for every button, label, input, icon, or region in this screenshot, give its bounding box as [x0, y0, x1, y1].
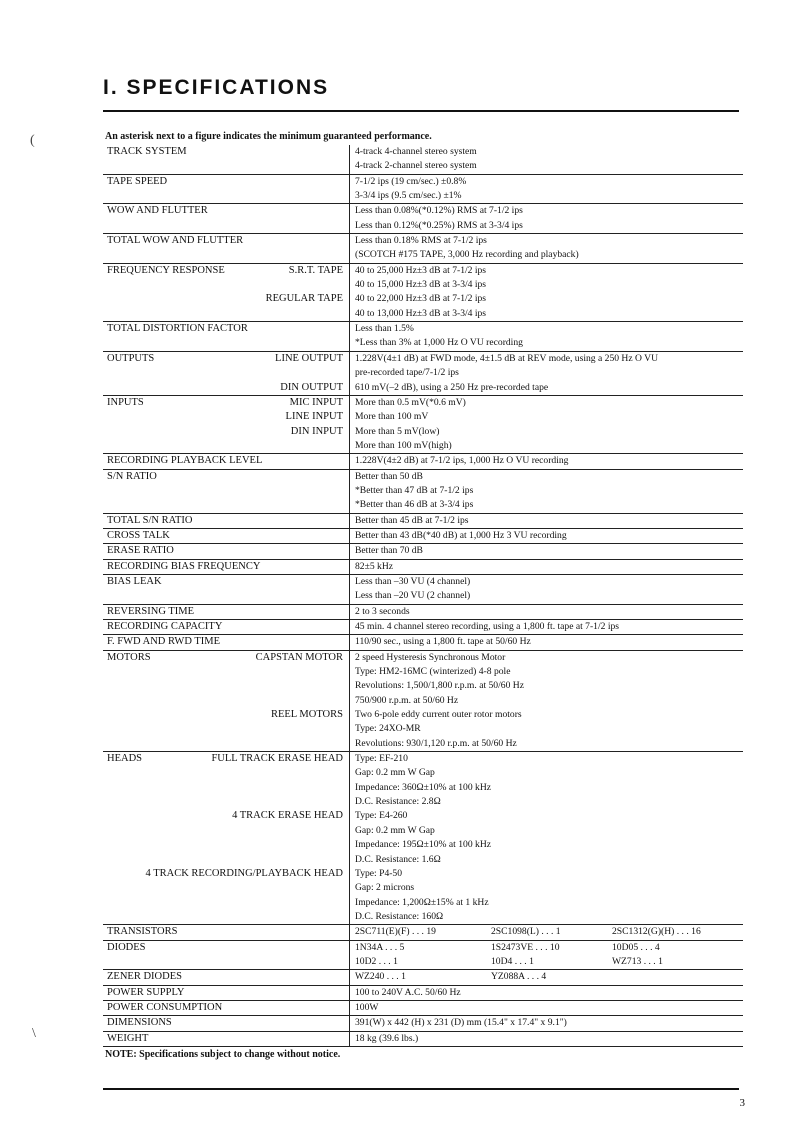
spec-column-value: 1N34A . . . 5 [355, 941, 405, 953]
spec-value: Impedance: 195Ω±10% at 100 kHz [355, 839, 492, 851]
spec-value-cell [349, 544, 743, 558]
spec-row [103, 544, 743, 559]
spec-value: 4-track 2-channel stereo system [355, 160, 477, 172]
spec-row [103, 752, 743, 925]
spec-value-cell [349, 1001, 743, 1015]
spec-label: WOW AND FLUTTER [107, 205, 208, 217]
spec-column-value: WZ713 . . . 1 [612, 955, 663, 967]
spec-value-cell [349, 396, 743, 453]
spec-sublabel: REEL MOTORS [270, 709, 343, 721]
spec-label: BIAS LEAK [107, 575, 162, 587]
spec-row [103, 1032, 743, 1047]
spec-value: Two 6-pole eddy current outer rotor motors [355, 709, 522, 721]
spec-value: Better than 45 dB at 7-1/2 ips [355, 514, 469, 526]
spec-row [103, 560, 743, 575]
footer-note: NOTE: Specifications subject to change without notice. [105, 1049, 341, 1060]
spec-row [103, 470, 743, 514]
spec-label-cell [103, 145, 349, 174]
spec-row [103, 986, 743, 1001]
spec-value: Gap: 2 microns [355, 882, 415, 894]
spec-value: Less than 0.08%(*0.12%) RMS at 7-1/2 ips [355, 205, 523, 217]
spec-value: 100W [355, 1001, 379, 1013]
spec-value-cell [349, 514, 743, 528]
spec-column-line [355, 941, 743, 955]
spec-label-cell [103, 396, 349, 453]
spec-label: TOTAL S/N RATIO [107, 514, 193, 526]
page-title: I. SPECIFICATIONS [103, 76, 330, 99]
spec-label-cell [103, 1016, 349, 1030]
footer-rule [103, 1088, 739, 1090]
spec-value-cell [349, 575, 743, 604]
spec-label: WEIGHT [107, 1032, 149, 1044]
spec-sublabel: 4 TRACK RECORDING/PLAYBACK HEAD [145, 867, 343, 879]
spec-value: 40 to 25,000 Hz±3 dB at 7-1/2 ips [355, 264, 487, 276]
spec-value: *Better than 47 dB at 7-1/2 ips [355, 484, 474, 496]
spec-value: Impedance: 1,200Ω±15% at 1 kHz [355, 896, 489, 908]
margin-mark: ( [30, 133, 35, 148]
spec-value: 45 min. 4 channel stereo recording, using a 1,800 ft. tape at 7-1/2 ips [355, 621, 620, 632]
spec-label-cell [103, 264, 349, 321]
spec-row [103, 635, 743, 650]
spec-label-cell [103, 605, 349, 619]
spec-value: 110/90 sec., using a 1,800 ft. tape at 50/60 Hz [355, 636, 531, 648]
spec-value: Gap: 0.2 mm W Gap [355, 824, 435, 836]
spec-sublabel: FULL TRACK ERASE HEAD [211, 753, 343, 765]
spec-value: 2 speed Hysteresis Synchronous Motor [355, 651, 506, 663]
spec-sublabel: 4 TRACK ERASE HEAD [232, 810, 343, 822]
spec-value: 391(W) x 442 (H) x 231 (D) mm (15.4" x 17.4" x 9.1") [355, 1017, 567, 1029]
spec-row [103, 454, 743, 469]
spec-row [103, 234, 743, 264]
spec-value-cell [349, 986, 743, 1000]
spec-value: D.C. Resistance: 1.6Ω [355, 853, 441, 865]
spec-sublabel: REGULAR TAPE [265, 293, 343, 305]
spec-column-value: 10D2 . . . 1 [355, 955, 398, 967]
spec-label: OUTPUTS [107, 352, 155, 364]
spec-value: 40 to 15,000 Hz±3 dB at 3-3/4 ips [355, 279, 487, 291]
spec-value: 610 mV(–2 dB), using a 250 Hz pre-recorded tape [355, 381, 549, 393]
spec-value: 1.228V(4±1 dB) at FWD mode, 4±1.5 dB at REV mode, using a 250 Hz O VU [355, 352, 659, 364]
spec-row [103, 529, 743, 544]
spec-label-cell [103, 175, 349, 204]
spec-label-cell [103, 560, 349, 574]
spec-value: 40 to 13,000 Hz±3 dB at 3-3/4 ips [355, 307, 487, 319]
spec-value: More than 5 mV(low) [355, 425, 440, 437]
spec-value-cell [349, 204, 743, 233]
spec-value-cell [349, 1016, 743, 1030]
spec-label-cell [103, 925, 349, 939]
spec-value-cell [349, 635, 743, 649]
spec-value-cell [349, 264, 743, 321]
spec-value-cell [349, 234, 743, 263]
spec-value: Revolutions: 1,500/1,800 r.p.m. at 50/60 Hz [355, 680, 524, 692]
spec-value: 750/900 r.p.m. at 50/60 Hz [355, 694, 459, 706]
spec-column-line [355, 970, 743, 984]
spec-value: Type: 24XO-MR [355, 723, 421, 735]
spec-label: F. FWD AND RWD TIME [107, 636, 221, 648]
spec-value: Impedance: 360Ω±10% at 100 kHz [355, 781, 492, 793]
spec-value-cell [349, 941, 743, 970]
spec-sublabel: LINE INPUT [285, 411, 343, 423]
spec-value: Better than 50 dB [355, 470, 423, 482]
spec-label-cell [103, 234, 349, 263]
spec-label-cell [103, 970, 349, 984]
spec-label: RECORDING CAPACITY [107, 621, 223, 632]
spec-value: 18 kg (39.6 lbs.) [355, 1032, 419, 1044]
spec-value-cell [349, 560, 743, 574]
spec-column-line [355, 955, 743, 969]
spec-column-value: 2SC1312(G)(H) . . . 16 [612, 926, 701, 938]
spec-sublabel: DIN INPUT [290, 425, 343, 437]
spec-label-cell [103, 514, 349, 528]
spec-label: INPUTS [107, 396, 144, 408]
spec-column-value: 1S2473VE . . . 10 [491, 941, 560, 953]
spec-value: Revolutions: 930/1,120 r.p.m. at 50/60 Hz [355, 737, 517, 749]
spec-row [103, 1001, 743, 1016]
spec-value-cell [349, 352, 743, 395]
spec-label-cell [103, 752, 349, 924]
spec-value-cell [349, 605, 743, 619]
spec-value: *Less than 3% at 1,000 Hz O VU recording [355, 337, 523, 349]
spec-value: More than 100 mV(high) [355, 439, 452, 451]
spec-label-cell [103, 986, 349, 1000]
spec-row [103, 651, 743, 752]
spec-row [103, 941, 743, 971]
asterisk-note: An asterisk next to a figure indicates the minimum guaranteed performance. [105, 131, 432, 142]
spec-label: ERASE RATIO [107, 545, 174, 557]
spec-value: Less than 0.18% RMS at 7-1/2 ips [355, 235, 487, 247]
spec-column-value: YZ088A . . . 4 [491, 971, 547, 983]
spec-row [103, 396, 743, 454]
spec-label: DIMENSIONS [107, 1017, 172, 1029]
spec-value: More than 100 mV [355, 411, 429, 423]
spec-value: Type: EF-210 [355, 753, 408, 765]
spec-label: DIODES [107, 941, 146, 953]
spec-value: Type: HM2-16MC (winterized) 4-8 pole [355, 666, 511, 678]
spec-label-cell [103, 352, 349, 395]
spec-column-line [355, 925, 743, 939]
spec-column-value: 10D05 . . . 4 [612, 941, 660, 953]
spec-label-cell [103, 1032, 349, 1046]
page-number: 3 [739, 1097, 745, 1109]
spec-value: pre-recorded tape/7-1/2 ips [355, 367, 459, 379]
spec-label: RECORDING PLAYBACK LEVEL [107, 455, 263, 467]
spec-sublabel: MIC INPUT [289, 396, 343, 408]
spec-row [103, 1016, 743, 1031]
spec-value: Type: P4-50 [355, 867, 403, 879]
spec-value-cell [349, 175, 743, 204]
spec-label-cell [103, 529, 349, 543]
spec-label: TOTAL DISTORTION FACTOR [107, 323, 248, 335]
spec-value-cell [349, 529, 743, 543]
spec-label: ZENER DIODES [107, 971, 182, 983]
spec-row [103, 175, 743, 205]
spec-value-cell [349, 470, 743, 513]
spec-column-value: WZ240 . . . 1 [355, 971, 406, 983]
spec-label-cell [103, 454, 349, 468]
spec-label-cell [103, 470, 349, 513]
spec-row [103, 352, 743, 396]
spec-label-cell [103, 620, 349, 634]
spec-value: Less than –20 VU (2 channel) [355, 590, 471, 602]
spec-value: Less than –30 VU (4 channel) [355, 575, 471, 587]
spec-value-cell [349, 970, 743, 984]
spec-value-cell [349, 620, 743, 634]
spec-value: 100 to 240V A.C. 50/60 Hz [355, 986, 461, 998]
spec-column-value: 2SC1098(L) . . . 1 [491, 926, 561, 938]
spec-row [103, 514, 743, 529]
spec-value-cell [349, 651, 743, 751]
spec-label: TRANSISTORS [107, 926, 178, 938]
spec-row [103, 322, 743, 352]
spec-value: *Better than 46 dB at 3-3/4 ips [355, 499, 474, 511]
spec-label-cell [103, 635, 349, 649]
spec-label: MOTORS [107, 651, 151, 663]
spec-value-cell [349, 454, 743, 468]
spec-value: (SCOTCH #175 TAPE, 3,000 Hz recording and playback) [355, 249, 579, 261]
spec-row [103, 620, 743, 635]
spec-column-value: 2SC711(E)(F) . . . 19 [355, 926, 436, 938]
spec-label-cell [103, 204, 349, 233]
spec-label: POWER CONSUMPTION [107, 1001, 223, 1013]
spec-value: 2 to 3 seconds [355, 605, 410, 617]
spec-value-cell [349, 752, 743, 924]
spec-label: TAPE SPEED [107, 175, 168, 187]
spec-label: FREQUENCY RESPONSE [107, 264, 225, 276]
spec-sublabel: DIN OUTPUT [280, 381, 343, 393]
spec-label: TRACK SYSTEM [107, 146, 187, 157]
spec-value: Gap: 0.2 mm W Gap [355, 767, 435, 779]
spec-value: 4-track 4-channel stereo system [355, 146, 477, 157]
spec-table [103, 145, 743, 1047]
spec-label-cell [103, 941, 349, 970]
spec-sublabel: LINE OUTPUT [275, 352, 343, 364]
spec-value: Type: E4-260 [355, 810, 408, 822]
spec-label-cell [103, 322, 349, 351]
spec-value: 40 to 22,000 Hz±3 dB at 7-1/2 ips [355, 293, 487, 305]
spec-label: TOTAL WOW AND FLUTTER [107, 235, 244, 247]
spec-value: 1.228V(4±2 dB) at 7-1/2 ips, 1,000 Hz O VU recording [355, 455, 569, 467]
spec-label: CROSS TALK [107, 529, 170, 541]
spec-value: 82±5 kHz [355, 560, 394, 572]
spec-label-cell [103, 544, 349, 558]
spec-label: S/N RATIO [107, 470, 157, 482]
spec-value: Less than 1.5% [355, 323, 414, 335]
spec-row [103, 605, 743, 620]
spec-value: Better than 70 dB [355, 545, 423, 557]
spec-value: D.C. Resistance: 160Ω [355, 910, 444, 922]
spec-label-cell [103, 1001, 349, 1015]
spec-value-cell [349, 322, 743, 351]
spec-row [103, 204, 743, 234]
spec-value: D.C. Resistance: 2.8Ω [355, 796, 441, 808]
spec-value: 3-3/4 ips (9.5 cm/sec.) ±1% [355, 190, 462, 202]
spec-value-cell [349, 925, 743, 939]
spec-label: RECORDING BIAS FREQUENCY [107, 560, 261, 572]
spec-value-cell [349, 145, 743, 174]
margin-mark: \ [32, 1026, 36, 1041]
spec-row [103, 970, 743, 985]
spec-sublabel: S.R.T. TAPE [288, 264, 343, 276]
spec-label: REVERSING TIME [107, 605, 195, 617]
spec-value: Less than 0.12%(*0.25%) RMS at 3-3/4 ips [355, 219, 523, 231]
spec-label-cell [103, 651, 349, 751]
spec-label: HEADS [107, 753, 143, 765]
spec-value: 7-1/2 ips (19 cm/sec.) ±0.8% [355, 175, 467, 187]
spec-value: More than 0.5 mV(*0.6 mV) [355, 396, 466, 408]
spec-label-cell [103, 575, 349, 604]
spec-column-value: 10D4 . . . 1 [491, 955, 534, 967]
spec-label: POWER SUPPLY [107, 986, 185, 998]
spec-row [103, 575, 743, 605]
spec-sublabel: CAPSTAN MOTOR [255, 651, 343, 663]
spec-value-cell [349, 1032, 743, 1046]
spec-value: Better than 43 dB(*40 dB) at 1,000 Hz 3 VU recording [355, 529, 567, 541]
title-rule [103, 110, 739, 112]
spec-row [103, 145, 743, 175]
spec-row [103, 925, 743, 940]
spec-row [103, 264, 743, 322]
